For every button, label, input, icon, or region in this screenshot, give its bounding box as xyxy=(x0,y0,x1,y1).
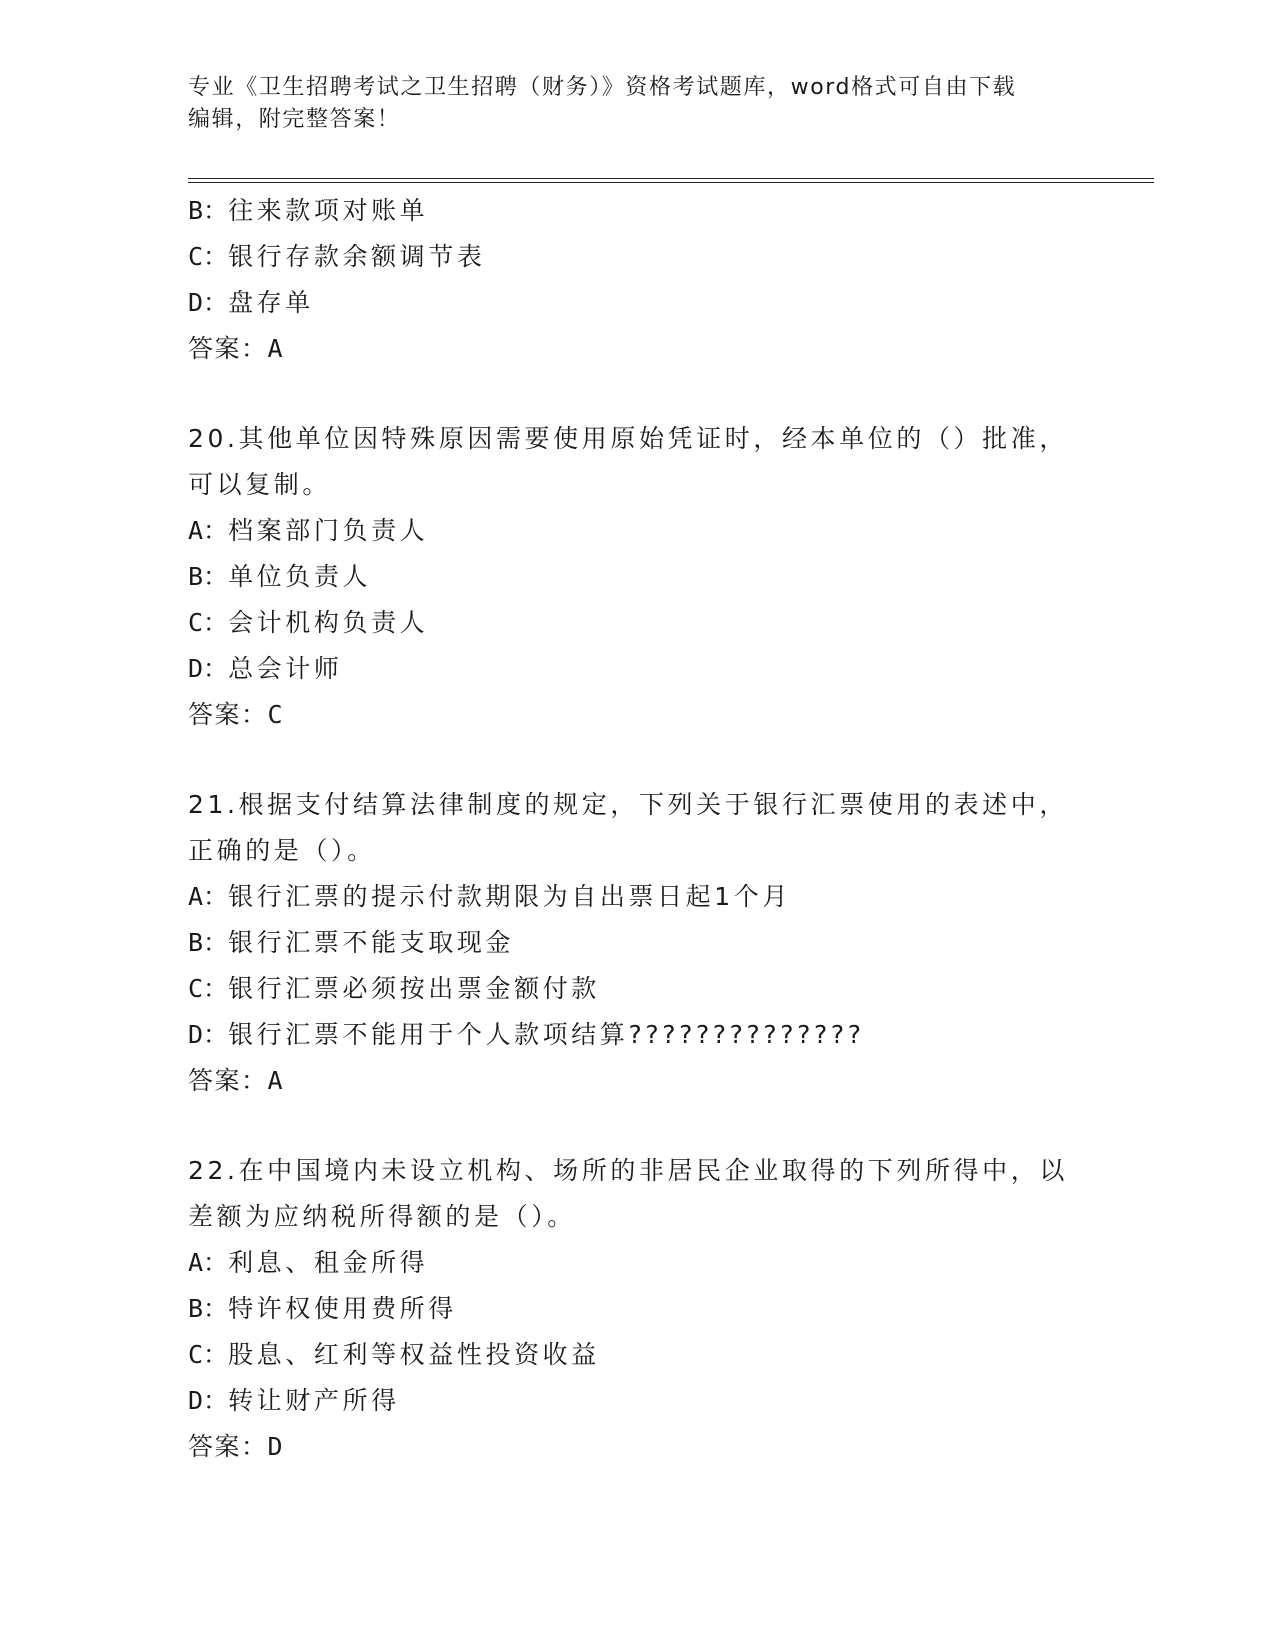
answer: 答案：A xyxy=(188,334,285,363)
option-d: D：盘存单 xyxy=(188,288,314,317)
question-text: 20.其他单位因特殊原因需要使用原始凭证时，经本单位的（）批准， 可以复制。 xyxy=(188,424,1068,499)
option-c: C：股息、红利等权益性投资收益 xyxy=(188,1340,600,1369)
spacer xyxy=(188,372,1088,416)
option-a: A：利息、租金所得 xyxy=(188,1248,429,1277)
spacer xyxy=(188,1104,1088,1148)
answer: 答案：A xyxy=(188,1066,285,1095)
option-c: C：会计机构负责人 xyxy=(188,608,429,637)
option-a: A：档案部门负责人 xyxy=(188,516,429,545)
option-b: B：单位负责人 xyxy=(188,562,372,591)
answer: 答案：C xyxy=(188,700,285,729)
option-d: D：银行汇票不能用于个人款项结算?????????????? xyxy=(188,1020,865,1049)
question-block-19 xyxy=(188,188,1088,372)
option-d: D：转让财产所得 xyxy=(188,1386,400,1415)
header-line-2: 编辑，附完整答案！ xyxy=(188,107,401,132)
answer: 答案：D xyxy=(188,1432,285,1461)
document-body xyxy=(188,188,1088,1470)
option-c: C：银行汇票必须按出票金额付款 xyxy=(188,974,600,1003)
header-divider xyxy=(188,178,1154,183)
page-header xyxy=(188,72,1088,136)
option-b: B：特许权使用费所得 xyxy=(188,1294,457,1323)
option-c: C：银行存款余额调节表 xyxy=(188,242,486,271)
option-b: B：银行汇票不能支取现金 xyxy=(188,928,515,957)
question-block-21 xyxy=(188,782,1088,1104)
option-d: D：总会计师 xyxy=(188,654,343,683)
question-block-22 xyxy=(188,1148,1088,1470)
option-b: B：往来款项对账单 xyxy=(188,196,429,225)
question-text: 21.根据支付结算法律制度的规定，下列关于银行汇票使用的表述中， 正确的是（）。 xyxy=(188,790,1068,865)
question-block-20 xyxy=(188,416,1088,738)
option-a: A：银行汇票的提示付款期限为自出票日起1个月 xyxy=(188,882,791,911)
question-text: 22.在中国境内未设立机构、场所的非居民企业取得的下列所得中，以 差额为应纳税所得额的是（）。 xyxy=(188,1156,1068,1231)
header-line-1: 专业《卫生招聘考试之卫生招聘（财务）》资格考试题库，word格式可自由下载 xyxy=(188,75,1017,100)
spacer xyxy=(188,738,1088,782)
